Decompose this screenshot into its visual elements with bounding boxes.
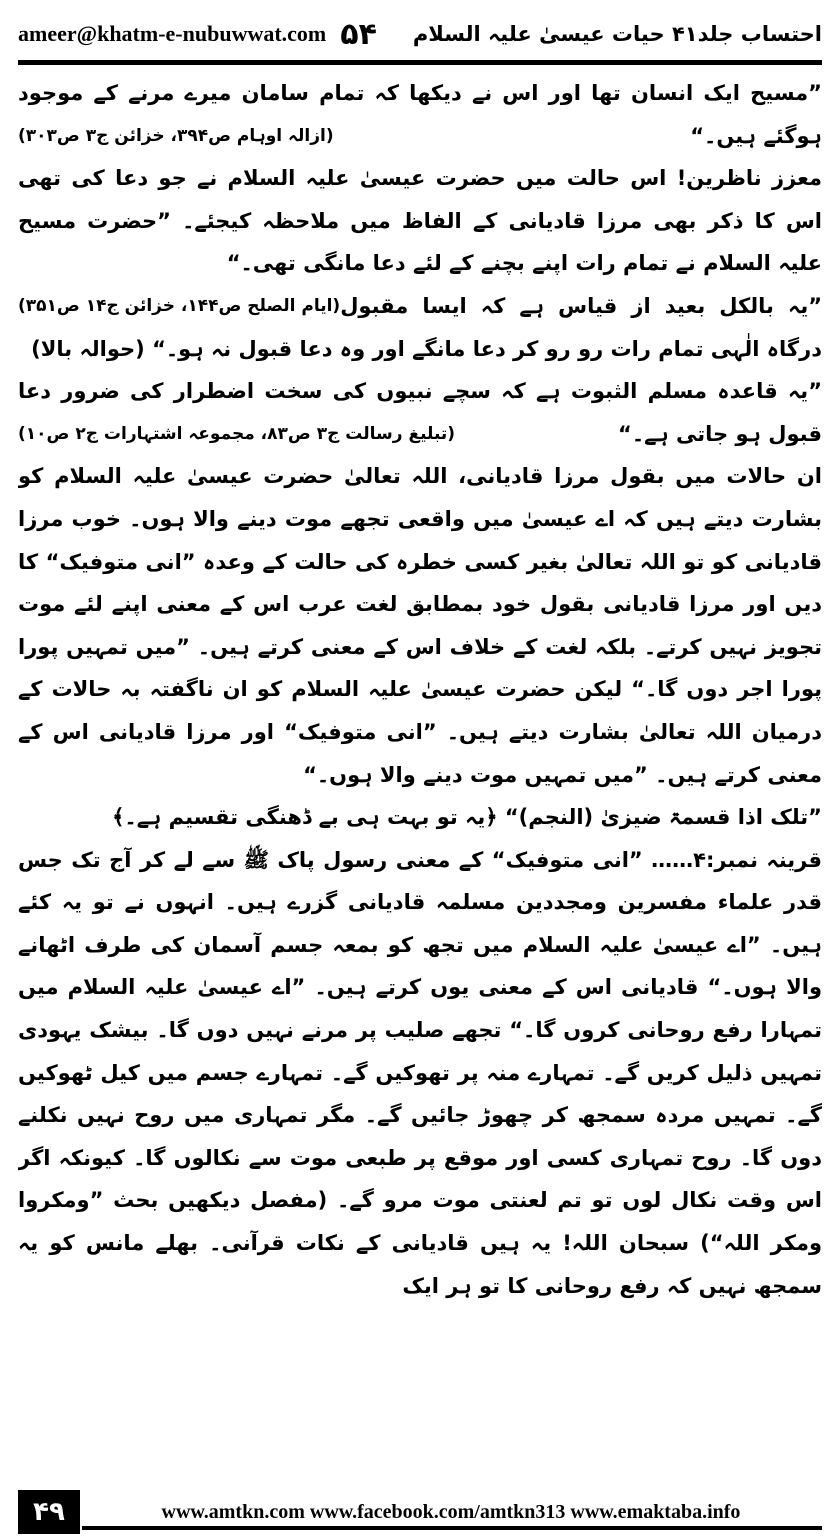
folio-number: ۴۹ — [18, 1490, 80, 1534]
paragraph — [18, 157, 822, 316]
header-email[interactable]: ameer@khatm-e-nubuwwat.com — [18, 21, 327, 46]
book-title: احتساب جلد۴۱ حیات عیسیٰ علیہ السلام — [412, 22, 822, 46]
paragraph-text: ”تلک اذا قسمۃ ضیزیٰ (النجم)“ ﴿یہ تو بہت ہی بے ڈھنگی تقسیم ہے۔﴾ — [112, 805, 822, 830]
paragraph-text: ”مسیح ایک انسان تھا اور اس نے دیکھا کہ تمام سامان میرے مرنے کے موجود ہوگئے ہیں۔“ — [18, 81, 822, 148]
paragraph — [18, 839, 822, 1308]
page-header — [18, 14, 822, 54]
paragraph-text: ”یہ بالکل بعید از قیاس ہے کہ ایسا مقبول درگاہ الٰہی تمام رات رو رو کر دعا مانگے اور وہ دعا قبول نہ ہو۔“ (حوالہ بالا) — [31, 293, 822, 361]
paragraph — [18, 455, 822, 796]
reference: (ایام الصلح ص۱۴۴، خزائن ج۱۴ ص۳۵۱) — [18, 295, 341, 316]
paragraph-text: معزز ناظرین! اس حالت میں حضرت عیسیٰ علیہ السلام نے جو دعا کی تھی اس کا ذکر بھی مرزا قادیانی کے الفاظ میں ملاحظہ کیجئے۔ ”حضرت مسیح علیہ السلام نے تمام رات اپنے بچنے کے لئے دعا مانگی تھی۔“ — [18, 166, 822, 276]
header-rule — [18, 60, 822, 65]
page-number: ۵۴ — [340, 16, 377, 52]
reference: (ازالہ اوہام ص۳۹۴، خزائن ج۳ ص۳۰۳) — [18, 125, 334, 146]
header-left — [18, 17, 377, 52]
page-body — [18, 72, 822, 1480]
paragraph — [18, 796, 822, 839]
paragraph — [18, 72, 822, 157]
paragraph-text: ”یہ قاعدہ مسلم الثبوت ہے کہ سچے نبیوں کی سخت اضطرار کی ضرور دعا قبول ہو جاتی ہے۔“ — [18, 379, 822, 446]
footer-links[interactable]: www.amtkn.com www.facebook.com/amtkn313 www.emaktaba.info — [161, 1500, 741, 1523]
paragraph-text: قرینہ نمبر:۴…… ”انی متوفیک“ کے معنی رسول پاک ﷺ سے لے کر آج تک جس قدر علماء مفسرین ومجددین مسلمہ قادیانی گزرے ہیں۔ انہوں نے تو یہ کئے ہیں۔ ”اے عیسیٰ علیہ السلام میں تجھ کو بمعہ جسم آسمان کی طرف اٹھانے والا ہوں۔“ قادیانی اس کے معنی یوں کرتے ہیں۔ ”اے عیسیٰ علیہ السلام میں تمہارا رفع روحانی کروں گا۔“ تجھے صلیب پر مرنے نہیں دوں گا۔ بیشک یہودی تمہیں ذلیل کریں گے۔ تمہارے منہ پر تھوکیں گے۔ تمہارے جسم میں کیل ٹھوکیں گے۔ تمہیں مردہ سمجھ کر چھوڑ جائیں گے۔ مگر تمہاری میں روح نہیں نکلنے دوں گا۔ روح تمہاری کسی اور موقع پر طبعی موت سے نکالوں گا۔ کیونکہ اگر اس وقت نکال لوں تو تم لعنتی موت مرو گے۔ (مفصل دیکھیں بحث ”ومکروا ومکر اللہ“) سبحان اللہ! یہ ہیں قادیانی کے نکات قرآنی۔ بھلے مانس کو یہ سمجھ نہیں کہ رفع روحانی کا تو ہر ایک — [18, 847, 822, 1298]
reference: (تبلیغ رسالت ج۳ ص۸۳، مجموعہ اشتہارات ج۲ ص۱۰) — [18, 423, 456, 444]
paragraph — [18, 370, 822, 455]
paragraph-text: ان حالات میں بقول مرزا قادیانی، اللہ تعالیٰ حضرت عیسیٰ علیہ السلام کو بشارت دیتے ہیں کہ اے عیسیٰ میں واقعی تجھے موت دینے والا ہوں۔ خوب مرزا قادیانی کو تو اللہ تعالیٰ بغیر کسی خطرہ کی حالت کے وعدہ ”انی متوفیک“ کا دیں اور مرزا قادیانی بقول خود بمطابق لغت عرب اس کے معنی اپنے لئے موت تجویز نہیں کرتے۔ بلکہ لغت کے خلاف اس کے معنی کرتے ہیں۔ ”میں تمہیں پورا پورا اجر دوں گا۔“ لیکن حضرت عیسیٰ علیہ السلام کو ان ناگفتہ بہ حالات کے درمیان اللہ تعالیٰ بشارت دیتے ہیں۔ ”انی متوفیک“ اور مرزا قادیانی اس کے معنی کرتے ہیں۔ ”میں تمہیں موت دینے والا ہوں۔“ — [18, 464, 822, 787]
footer-rule — [82, 1526, 822, 1530]
